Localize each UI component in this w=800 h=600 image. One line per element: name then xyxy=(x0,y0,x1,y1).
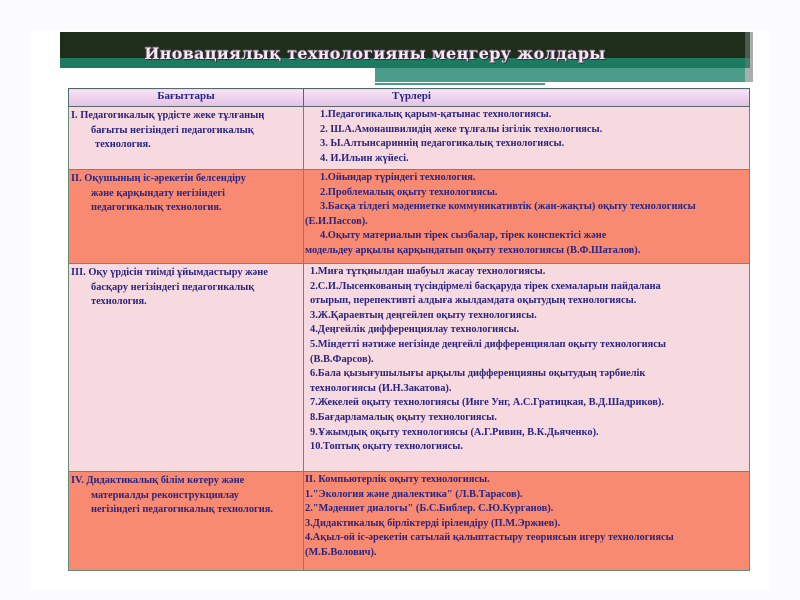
type-item: 2."Мәдениет диалогы" (Б.С.Библер. С.Ю.Курганов). xyxy=(305,503,554,515)
title-banner-edge xyxy=(745,32,753,82)
header-types: Түрлері xyxy=(304,89,750,107)
direction-line: II. Оқушының іс-әрекетін белсендіру xyxy=(71,173,246,184)
direction-line: және қарқындату негізіндегі xyxy=(91,187,226,199)
types-cell xyxy=(304,472,750,571)
type-item-continuation: технологиясы (И.Н.Закатова). xyxy=(310,382,452,394)
type-item: 2.С.И.Лысенкованың түсіндірмелі басқаруда тірек схемаларын пайдалана xyxy=(310,280,661,292)
type-item: 4.Ақыл-ой іс-әрекетін сатылай қалыптастыру теориясын игеру технологиясы xyxy=(305,532,674,544)
type-item-continuation: модельдеу арқылы қарқындатып оқыту технологиясы (В.Ф.Шаталов). xyxy=(305,244,641,256)
direction-line: бағыты негізіндегі педагогикалық xyxy=(91,124,254,136)
table-row xyxy=(69,170,750,264)
type-item: 3.Басқа тілдегі мәдениетке коммуникативтік (жан-жақты) оқыту технологиясы xyxy=(320,201,696,213)
type-item-continuation: (М.Б.Волович). xyxy=(305,546,377,558)
direction-cell xyxy=(69,264,304,472)
types-cell xyxy=(304,107,750,170)
header-directions: Бағыттары xyxy=(69,89,304,107)
technologies-table xyxy=(68,88,750,571)
type-item: 2. Ш.А.Амонашвилидің жеке тұлғалы ізгілік технологиясы. xyxy=(320,123,603,135)
direction-cell xyxy=(69,107,304,170)
types-cell xyxy=(304,170,750,264)
type-item: 9.Ұжымдық оқыту технологиясы (А.Г.Ривин, В.К.Дьяченко). xyxy=(310,426,599,438)
type-item: 4. И.Ильин жүйесі. xyxy=(320,152,409,164)
direction-line: III. Оқу үрдісін тиімді ұйымдастыру және xyxy=(71,267,268,278)
type-item-continuation: (В.В.Фарсов). xyxy=(310,353,374,365)
table-row xyxy=(69,107,750,170)
type-item: 10.Топтық оқыту технологиясы. xyxy=(310,441,463,453)
types-cell xyxy=(304,264,750,472)
type-item: 3.Дидактикалық бірліктерді ірілендіру (П.М.Эржиев). xyxy=(305,517,561,529)
type-item-continuation: (Е.И.Пассов). xyxy=(305,215,368,227)
type-item: 3.Ж.Қараевтың деңгейлеп оқыту технологиясы. xyxy=(310,309,537,321)
slide-title: Иновациялық технологияны меңгеру жолдары xyxy=(144,44,606,63)
title-banner-line xyxy=(375,83,545,85)
table-row xyxy=(69,264,750,472)
direction-cell xyxy=(69,170,304,264)
direction-cell xyxy=(69,472,304,571)
type-item: 8.Бағдарламалық оқыту технологиясы. xyxy=(310,411,497,423)
type-item-heading: II. Компьютерлік оқыту технологиясы. xyxy=(305,474,490,485)
type-item: 4.Оқыту материалын тірек сызбалар, тірек конспектісі және xyxy=(320,230,607,242)
type-item: 5.Міндетті нәтиже негізінде деңгейлі дифференциялап оқыту технологиясы xyxy=(310,338,666,350)
direction-line: материалды реконструкциялау xyxy=(91,489,239,501)
type-item: 1."Экология және диалектика" (Л.В.Тарасов). xyxy=(305,488,523,500)
type-item: 1.Миға тұтқиылдан шабуыл жасау технологиясы. xyxy=(310,266,546,277)
type-item: 2.Проблемалық оқыту технологиясы. xyxy=(320,186,498,198)
direction-line: педагогикалық технология. xyxy=(91,202,222,214)
type-item: 3. Ы.Алтынсариннің педагогикалық технологиясы. xyxy=(320,138,565,150)
type-item-continuation: отырып, перепективті алдыға жылдамдата оқытудың технологиясы. xyxy=(310,295,637,307)
type-item: 1.Педагогикалық қарым-қатынас технологиясы. xyxy=(320,109,552,120)
type-item: 4.Деңгейлік дифференциялау технологиясы. xyxy=(310,324,520,336)
direction-line: I. Педагогикалық үрдісте жеке тұлғаның xyxy=(71,110,265,121)
direction-line: басқару негізіндегі педагогикалық xyxy=(91,281,255,293)
table-row xyxy=(69,472,750,571)
type-item: 6.Бала қызығушылығы арқылы дифференцияны оқытудың тәрбиелік xyxy=(310,368,646,380)
title-banner-accent xyxy=(375,68,745,82)
direction-line: технология. xyxy=(91,296,147,308)
direction-line: технология. xyxy=(95,139,151,151)
type-item: 7.Жекелей оқыту технологиясы (Инге Унг, А.С.Гратицкая, В.Д.Шадриков). xyxy=(310,397,664,409)
direction-line: негізіндегі педагогикалық технология. xyxy=(91,504,273,516)
table-header-row xyxy=(69,89,750,107)
direction-line: IV. Дидактикалық білім көтеру және xyxy=(71,475,245,486)
type-item: 1.Ойындар түріндегі технология. xyxy=(320,172,476,183)
